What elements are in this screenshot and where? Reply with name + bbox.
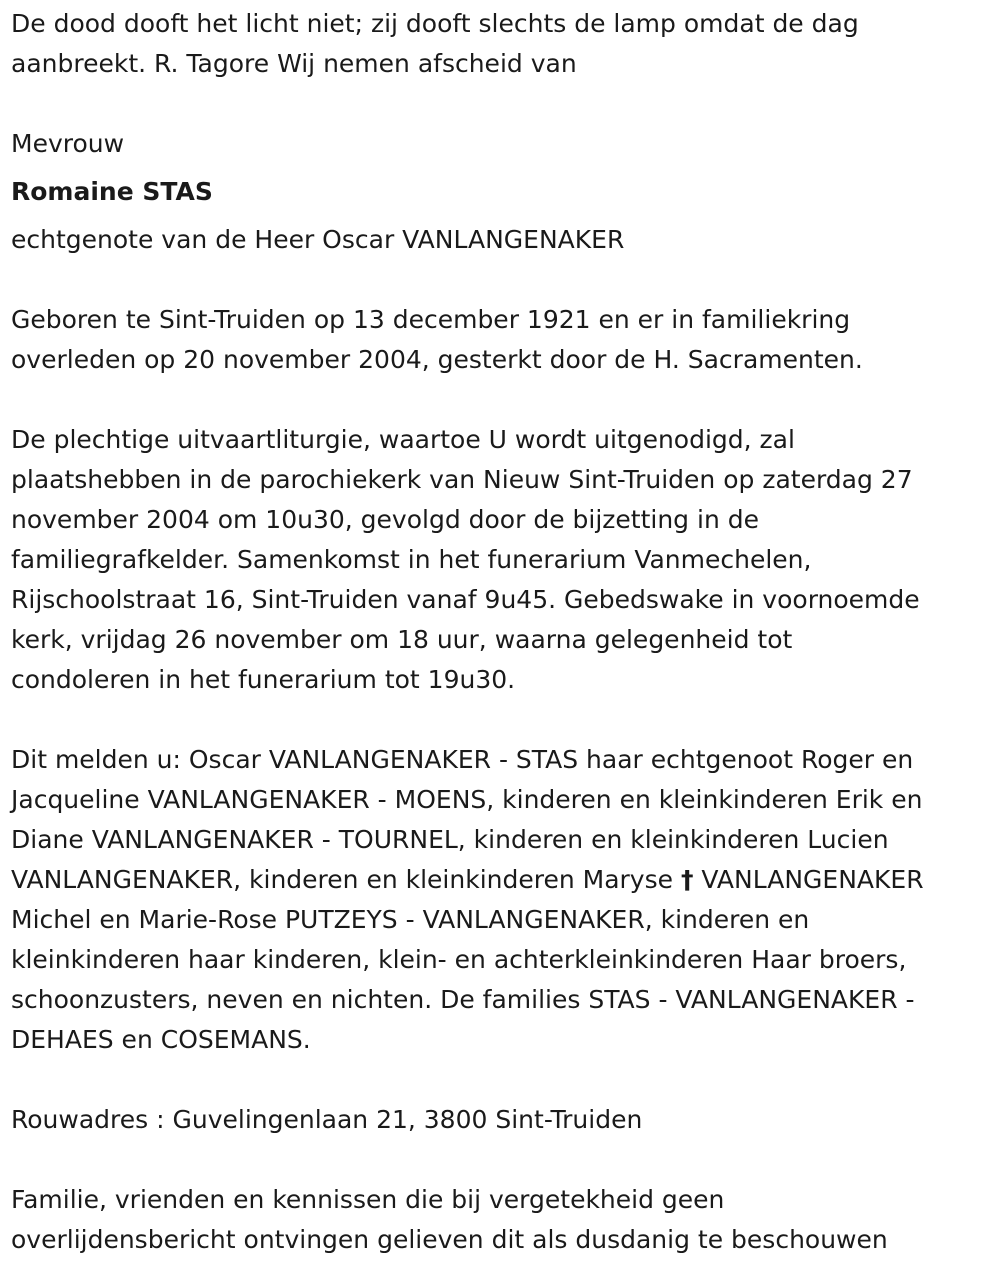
text-line: Michel en Marie-Rose PUTZEYS - VANLANGENAKER, kinderen en [11,905,810,934]
text-line: De dood dooft het licht niet; zij dooft slechts de lamp omdat de dag [11,9,859,38]
text-fragment: VANLANGENAKER [693,865,924,894]
text-line: kerk, vrijdag 26 november om 18 uur, waarna gelegenheid tot [11,625,793,654]
opening-quote [11,4,990,84]
text-line: Dit melden u: Oscar VANLANGENAKER - STAS haar echtgenoot Roger en [11,745,914,774]
title [11,124,990,164]
text-line: overlijdensbericht ontvingen gelieven dit als dusdanig te beschouwen [11,1225,888,1254]
text-line: aanbreekt. R. Tagore Wij nemen afscheid van [11,49,577,78]
funeral-paragraph [11,420,990,700]
deceased-name [11,172,990,212]
deceased-name-text: Romaine STAS [11,177,213,206]
closing-paragraph [11,1180,990,1260]
deceased-title: Mevrouw [11,129,125,158]
text-line: Rijschoolstraat 16, Sint-Truiden vanaf 9u45. Gebedswake in voornoemde [11,585,920,614]
spouse-line: echtgenote van de Heer Oscar VANLANGENAKER [11,225,625,254]
text-line: Geboren te Sint-Truiden op 13 december 1921 en er in familiekring [11,305,851,334]
family-paragraph [11,740,990,1060]
text-line: kleinkinderen haar kinderen, klein- en achterkleinkinderen Haar broers, [11,945,907,974]
text-line [11,860,990,900]
text-line: Familie, vrienden en kennissen die bij vergetekheid geen [11,1185,725,1214]
cross-icon: † [680,865,694,894]
text-line: november 2004 om 10u30, gevolgd door de bijzetting in de [11,505,759,534]
text-line: plaatshebben in de parochiekerk van Nieuw Sint-Truiden op zaterdag 27 [11,465,913,494]
spouse-info [11,220,990,260]
text-line: familiegrafkelder. Samenkomst in het funerarium Vanmechelen, [11,545,812,574]
birth-death-paragraph [11,300,990,380]
text-fragment: VANLANGENAKER, kinderen en kleinkinderen Maryse [11,865,681,894]
address-line: Rouwadres : Guvelingenlaan 21, 3800 Sint-Truiden [11,1105,643,1134]
text-line: condoleren in het funerarium tot 19u30. [11,665,516,694]
text-line: Diane VANLANGENAKER - TOURNEL, kinderen en kleinkinderen Lucien [11,825,889,854]
text-line: schoonzusters, neven en nichten. De families STAS - VANLANGENAKER - [11,985,915,1014]
text-line: overleden op 20 november 2004, gesterkt door de H. Sacramenten. [11,345,863,374]
text-line: De plechtige uitvaartliturgie, waartoe U wordt uitgenodigd, zal [11,425,795,454]
mourning-address [11,1100,990,1140]
text-line: Jacqueline VANLANGENAKER - MOENS, kinderen en kleinkinderen Erik en [11,785,923,814]
text-line: DEHAES en COSEMANS. [11,1025,311,1054]
